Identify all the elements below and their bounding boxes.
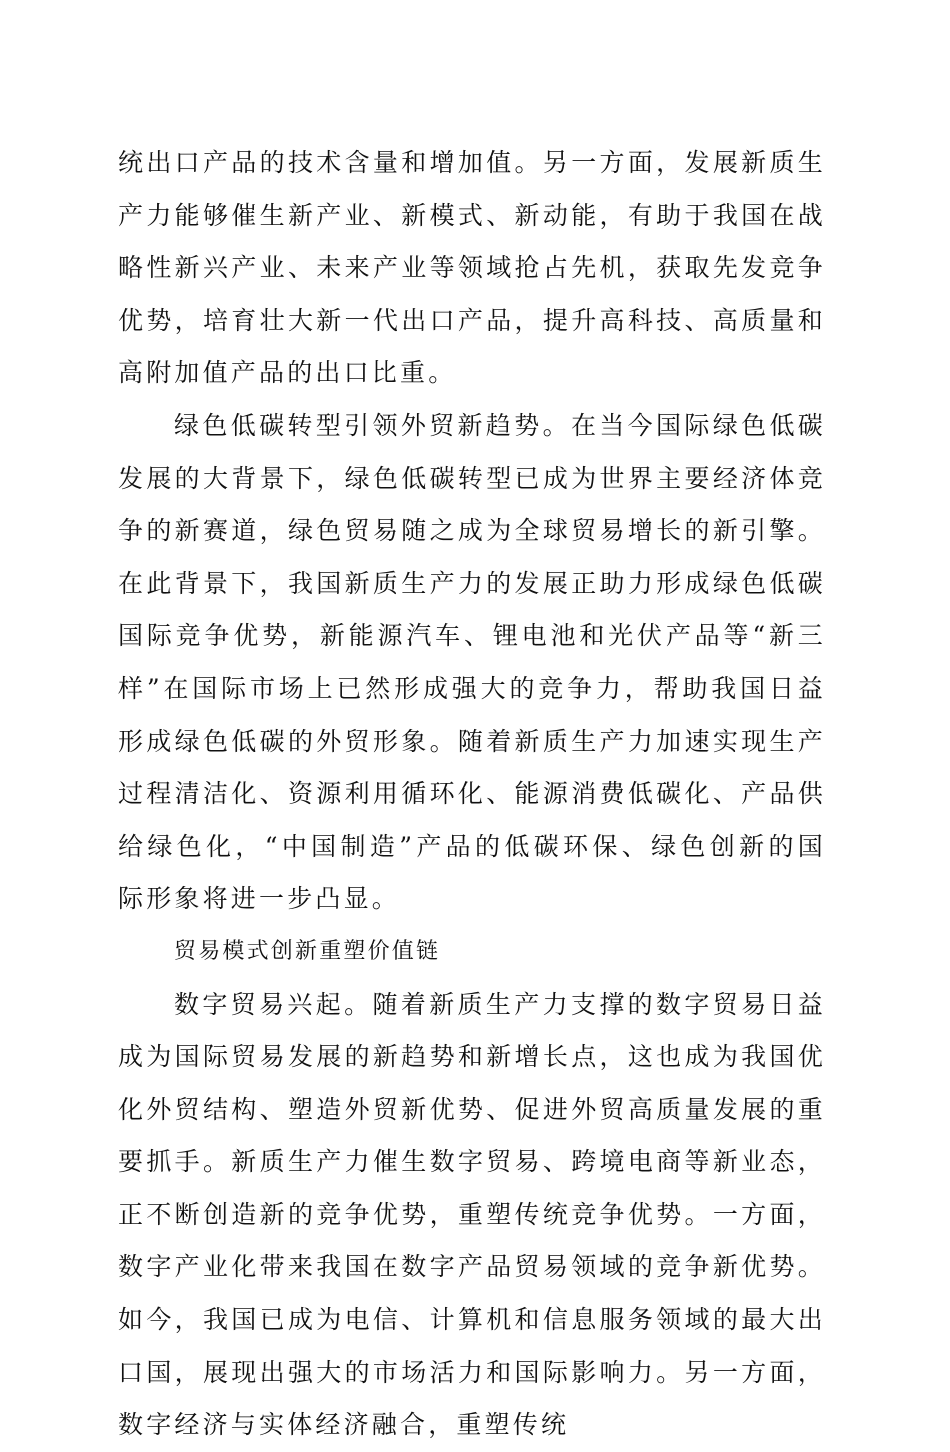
paragraph-digital-trade: 数字贸易兴起。随着新质生产力支撑的数字贸易日益成为国际贸易发展的新趋势和新增长点，这也成为我国优化外贸结构、塑造外贸新优势、促进外贸高质量发展的重要抓手。新质生产力催生数字贸易、跨境电商等新业态，正不断创造新的竞争优势，重塑传统竞争优势。一方面，数字产业化带来我国在数字产品贸易领域的竞争新优势。如今，我国已成为电信、计算机和信息服务领域的最大出口国，展现出强大的市场活力和国际影响力。另一方面，数字经济与实体经济融合，重塑传统 <box>118 989 826 1440</box>
document-body <box>118 137 826 1452</box>
paragraph-green-trade: 绿色低碳转型引领外贸新趋势。在当今国际绿色低碳发展的大背景下，绿色低碳转型已成为世界主要经济体竞争的新赛道，绿色贸易随之成为全球贸易增长的新引擎。在此背景下，我国新质生产力的发展正助力形成绿色低碳国际竞争优势，新能源汽车、锂电池和光伏产品等“新三样”在国际市场上已然形成强大的竞争力，帮助我国日益形成绿色低碳的外贸形象。随着新质生产力加速实现生产过程清洁化、资源利用循环化、能源消费低碳化、产品供给绿色化，“中国制造”产品的低碳环保、绿色创新的国际形象将进一步凸显。 <box>118 410 826 914</box>
section-heading: 贸易模式创新重塑价值链 <box>174 938 441 964</box>
paragraph-continuation: 统出口产品的技术含量和增加值。另一方面，发展新质生产力能够催生新产业、新模式、新动能，有助于我国在战略性新兴产业、未来产业等领域抢占先机，获取先发竞争优势，培育壮大新一代出口产品，提升高科技、高质量和高附加值产品的出口比重。 <box>118 148 826 388</box>
